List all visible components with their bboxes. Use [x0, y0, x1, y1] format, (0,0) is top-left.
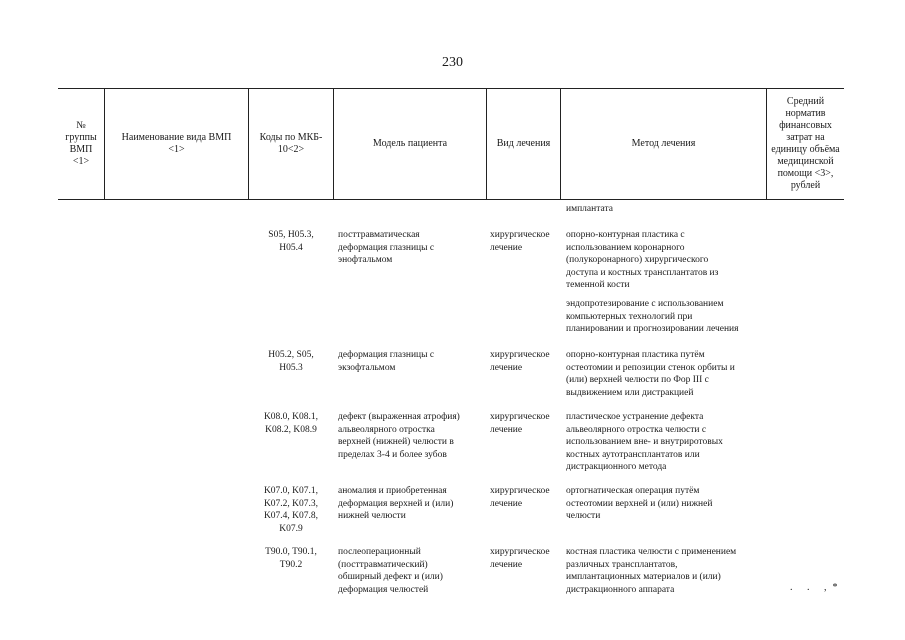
header-col-name: Наименование вида ВМП <1>: [121, 131, 232, 155]
row-codes: K07.0, K07.1, K07.2, K07.3, K07.4, K07.8, K07.9: [263, 486, 319, 534]
row-method: костная пластика челюсти с применением различных трансплантатов, имплантационных материалов и (или) дистракционного аппарата: [566, 547, 737, 595]
header-col-cost: Средний норматив финансовых затрат на единицу объёма медицинской помощи <3>, рублей: [771, 95, 840, 191]
row-method: эндопротезирование с использованием компьютерных технологий при планировании и прогнозировании лечения: [566, 299, 739, 334]
row-method: опорно-контурная пластика с использованием коронарного (полукоронарного) хирургического доступа и костных трансплантатов из теменной кости: [566, 230, 719, 290]
header-col-kind: Вид лечения: [496, 137, 551, 149]
row-codes: T90.0, T90.1, T90.2: [265, 547, 317, 570]
row-kind: хирургическое лечение: [490, 350, 550, 373]
row-model: дефект (выраженная атрофия) альвеолярного отростка верхней (нижней) челюсти в пределах 3-4 и более зубов: [338, 412, 460, 460]
row-kind: хирургическое лечение: [490, 230, 550, 253]
header-col-model: Модель пациента: [372, 137, 448, 149]
row-model: деформация глазницы с экзофтальмом: [338, 350, 435, 373]
row-model: аномалия и приобретенная деформация верхней и (или) нижней челюсти: [338, 486, 454, 521]
row-model: посттравматическая деформация глазницы с энофтальмом: [338, 230, 435, 265]
row-method: опорно-контурная пластика путём остеотомии и репозиции стенок орбиты и (или) верхней челюсти по Фор III с выдвижением или дистракцией: [566, 350, 735, 398]
row-codes: H05.2, S05, H05.3: [268, 350, 314, 373]
header-bottom-border: [58, 199, 844, 200]
row-codes: S05, H05.3, H05.4: [268, 230, 314, 253]
row-model: послеоперационный (посттравматический) обширный дефект и (или) деформация челюстей: [338, 547, 443, 595]
page-number: 230: [442, 55, 463, 70]
row-kind: хирургическое лечение: [490, 547, 550, 570]
header-col-codes: Коды по МКБ- 10<2>: [259, 131, 323, 155]
method-continuation: имплантата: [566, 204, 613, 214]
row-method: пластическое устранение дефекта альвеолярного отростка челюсти с использованием вне- и внутриротовых костных аутотрансплантатов или дистракционного метода: [566, 412, 723, 472]
footer-marks: . . ,*: [790, 582, 844, 593]
row-codes: K08.0, K08.1, K08.2, K08.9: [263, 412, 319, 435]
row-kind: хирургическое лечение: [490, 412, 550, 435]
header-col-number: № группы ВМП <1>: [65, 119, 97, 167]
header-col-method: Метод лечения: [631, 137, 696, 149]
row-method: ортогнатическая операция путём остеотомии верхней и (или) нижней челюсти: [566, 486, 713, 521]
row-kind: хирургическое лечение: [490, 486, 550, 509]
